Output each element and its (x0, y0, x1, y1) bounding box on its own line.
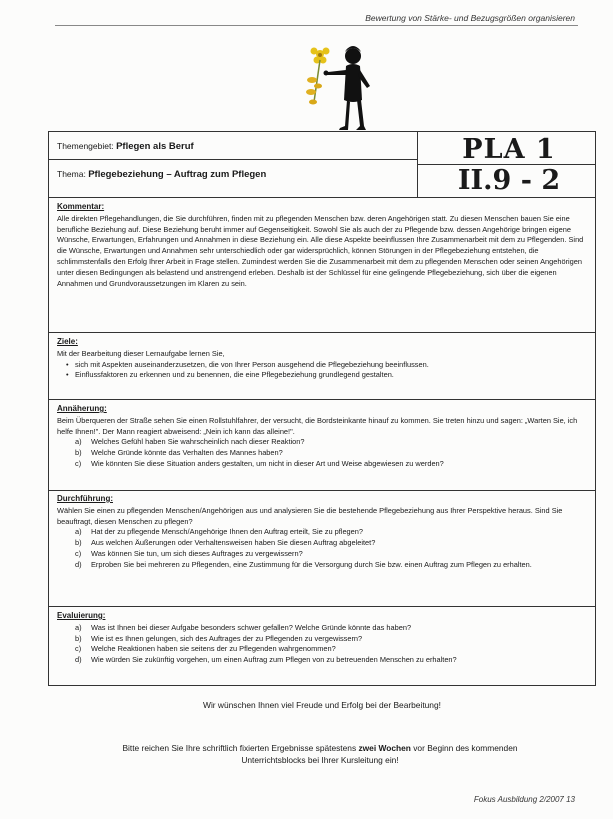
deadline-emphasis: zwei Wochen (358, 743, 411, 753)
person-icon (327, 46, 370, 130)
list-item: d) Wie würden Sie zukünftig vorgehen, um einen Auftrag zum Pflegen von zu betreuenden Menschen zu erhalten? (75, 655, 457, 665)
list-item: b) Welche Gründe könnte das Verhalten des Mannes haben? (75, 448, 283, 458)
list-item: d) Erproben Sie bei mehreren zu Pflegenden, eine Zustimmung für die Versorgung durch Sie bzw. einen Auftrag zum Pflegen zu erhalten. (75, 559, 532, 569)
themengebiet-row (49, 132, 417, 160)
kommentar-text: Alle direkten Pflegehandlungen, die Sie durchführen, finden mit zu pflegenden Menschen bzw. deren Angehörigen statt. Zu diesen Menschen bauen Sie eine berufliche Beziehung auf. Diese Beziehung beruht immer auf Gegenseitigkeit. Sowohl Sie als auch der zu Pflegende bzw. dessen Angehörige bringen eigene Wünsche, Erwartungen, Erfahrungen und Annahmen in diese Beziehung ein. Alle diese Aspekte beeinflussen Ihre Zusammenarbeit mit dem zu Pflegenden. Sind die Wünsche, Erwartungen und Annahmen sehr unterschiedlich oder gar widersprüchlich, können Störungen in der Pflegebeziehung entstehen, die schlimmstenfalls den Erfolg Ihrer Arbeit in Frage stellen. Zumindest werden Sie die Zusammenarbeit mit dem zu pflegenden Menschen oder seinen Angehörigen unter diesen Bedingungen als belastend und anstrengend erleben. Deshalb ist der Schlüssel für eine gelingende Pflegebeziehung, sich über die eigenen Annahmen und Grundvoraussetzungen im Klaren zu sein. (57, 213, 584, 288)
list-item: a) Hat der zu pflegende Mensch/Angehörige Ihnen den Auftrag erteilt, Sie zu pflegen? (75, 527, 363, 537)
ziele-section (57, 337, 587, 381)
durchfuehrung-text: Wählen Sie einen zu pflegenden Menschen/Angehörigen aus und analysieren Sie die bestehende Pflegebeziehung aus Ihrer Perspektive heraus. Sind Sie beauftragt, diesen Menschen zu pflegen? (57, 505, 563, 526)
list-item: c) Welche Reaktionen haben sie seitens der zu Pflegenden wahrgenommen? (75, 644, 336, 654)
section-divider (49, 606, 595, 607)
themengebiet-label: Themengebiet: (57, 141, 114, 151)
cartoon-figure-illustration (290, 42, 380, 137)
header-caption: Bewertung von Stärke- und Bezugsgrößen organisieren (365, 13, 575, 23)
closing-instruction: Bitte reichen Sie Ihre schriftlich fixierten Ergebnisse spätestens zwei Wochen vor Beginn des kommenden Unterrichtsblocks bei Ihrer Kursleitung ein! (122, 743, 518, 765)
durchfuehrung-section (57, 494, 587, 571)
ziele-item: • sich mit Aspekten auseinanderzusetzen, die von Ihrer Person ausgehend die Pflegebeziehung beeinflussen. (75, 360, 587, 371)
thema-label: Thema: (57, 169, 86, 179)
thema-row (49, 160, 417, 192)
ziele-title: Ziele: (57, 337, 78, 346)
evaluierung-section (57, 611, 587, 666)
thema-value: Pflegebeziehung – Auftrag zum Pflegen (88, 169, 267, 180)
kommentar-section (57, 202, 587, 289)
module-code: PLA 1 (462, 134, 556, 165)
closing-wish: Wir wünschen Ihnen viel Freude und Erfolg bei der Bearbeitung! (203, 700, 441, 710)
themengebiet-value: Pflegen als Beruf (116, 141, 194, 152)
list-item: c) Was können Sie tun, um sich dieses Auftrages zu vergewissern? (75, 548, 303, 558)
header-rule (55, 25, 578, 26)
flower-icon (306, 48, 330, 105)
footer-text: Fokus Ausbildung 2/2007 13 (473, 795, 575, 804)
module-subcode: II.9 - 2 (457, 165, 561, 196)
list-item: b) Wie ist es Ihnen gelungen, sich des Auftrages der zu Pflegenden zu vergewissern? (75, 633, 363, 643)
ziele-item: • Einflussfaktoren zu erkennen und zu benennen, die eine Pflegebeziehung grundlegend gestalten. (75, 370, 587, 381)
list-item: a) Was ist Ihnen bei dieser Aufgabe besonders schwer gefallen? Welche Gründe könnte das haben? (75, 622, 412, 632)
task-box (48, 131, 596, 686)
section-divider (49, 332, 595, 333)
annaeherung-section (57, 404, 587, 470)
annaeherung-title: Annäherung: (57, 404, 107, 413)
list-item: c) Wie könnten Sie diese Situation anders gestalten, um nicht in dieser Art und Weise abgewiesen zu werden? (75, 458, 444, 468)
durchfuehrung-title: Durchführung: (57, 494, 113, 503)
kommentar-title: Kommentar: (57, 202, 105, 211)
list-item: a) Welches Gefühl haben Sie wahrscheinlich nach dieser Reaktion? (75, 437, 305, 447)
list-item: b) Aus welchen Äußerungen oder Verhaltensweisen haben Sie diesen Auftrag abgeleitet? (75, 538, 376, 548)
annaeherung-text: Beim Überqueren der Straße sehen Sie einen Rollstuhlfahrer, der versucht, die Bordsteinkante hinauf zu kommen. Sie treten hinzu und sagen: „Warten Sie, ich helfe Ihnen!". Der Mann reagiert abweisend: „Nein ich kann das alleine!". (57, 415, 578, 436)
evaluierung-title: Evaluierung: (57, 611, 106, 620)
ziele-intro: Mit der Bearbeitung dieser Lernaufgabe lernen Sie, (57, 348, 225, 358)
section-divider (49, 490, 595, 491)
section-divider (49, 399, 595, 400)
section-divider (49, 197, 595, 198)
